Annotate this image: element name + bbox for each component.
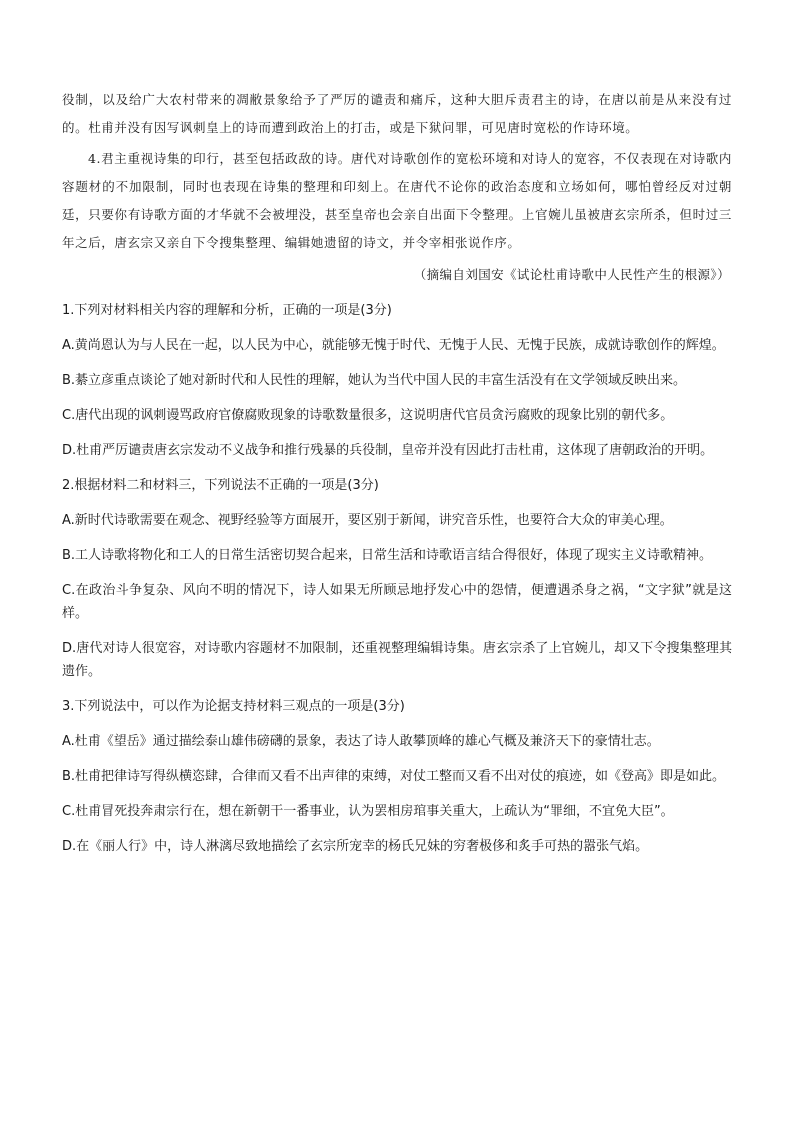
option-a: A.杜甫《望岳》通过描绘泰山雄伟磅礴的景象，表达了诗人敢攀顶峰的雄心气概及兼济天下的豪情壮志。: [62, 734, 660, 749]
question-stem: 3.下列说法中，可以作为论据支持材料三观点的一项是(3分): [62, 699, 405, 714]
option-a: A.新时代诗歌需要在观念、视野经验等方面展开，要区别于新闻，讲究音乐性，也要符合大众的审美心理。: [62, 513, 673, 528]
passage-paragraph-1: 役制，以及给广大农村带来的凋敝景象给予了严厉的谴责和痛斥，这种大胆斥责君主的诗，在唐以前是从来没有过的。杜甫并没有因写讽刺皇上的诗而遭到政治上的打击，或是下狱问罪，可见唐时宽松的作诗环境。: [62, 92, 732, 135]
option-c: C.在政治斗争复杂、风向不明的情况下，诗人如果无所顾忌地抒发心中的怨情，便遭遇杀身之祸，“文字狱”就是这样。: [62, 583, 732, 621]
question-2: [62, 474, 732, 683]
passage-paragraph-2: 4.君主重视诗集的印行，甚至包括政敌的诗。唐代对诗歌创作的宽松环境和对诗人的宽容，不仅表现在对诗歌内容题材的不加限制，同时也表现在诗集的整理和印刻上。在唐代不论你的政治态度和立场如何，哪怕曾经反对过朝廷，只要你有诗歌方面的才华就不会被埋没，甚至皇帝也会亲自出面下令整理。上官婉儿虽被唐玄宗所杀，但时过三年之后，唐玄宗又亲自下令搜集整理、编辑她遗留的诗文，并令宰相张说作序。: [62, 151, 732, 250]
question-stem: 1.下列对材料相关内容的理解和分析，正确的一项是(3分): [62, 303, 392, 318]
passage-source-citation: （摘编自刘国安《试论杜甫诗歌中人民性产生的根源》）: [413, 267, 730, 282]
option-a: A.黄尚恩认为与人民在一起，以人民为中心，就能够无愧于时代、无愧于人民、无愧于民族，成就诗歌创作的辉煌。: [62, 338, 725, 353]
option-d: D.杜甫严厉谴责唐玄宗发动不义战争和推行残暴的兵役制，皇帝并没有因此打击杜甫，这体现了唐朝政治的开明。: [62, 443, 714, 458]
document-page: [62, 86, 732, 870]
option-d: D.唐代对诗人很宽容，对诗歌内容题材不加限制，还重视整理编辑诗集。唐玄宗杀了上官婉儿，却又下令搜集整理其遗作。: [62, 641, 732, 679]
option-c: C.唐代出现的讽刺谩骂政府官僚腐败现象的诗歌数量很多，这说明唐代官员贪污腐败的现象比别的朝代多。: [62, 408, 674, 423]
question-stem: 2.根据材料二和材料三，下列说法不正确的一项是(3分): [62, 478, 379, 493]
option-b: B.綦立彦重点谈论了她对新时代和人民性的理解，她认为当代中国人民的丰富生活没有在文学领域反映出来。: [62, 373, 687, 388]
question-3: [62, 695, 732, 858]
option-d: D.在《丽人行》中，诗人淋漓尽致地描绘了玄宗所宠幸的杨氏兄妹的穷奢极侈和炙手可热的嚣张气焰。: [62, 839, 649, 854]
option-c: C.杜甫冒死投奔肃宗行在，想在新朝干一番事业，认为罢相房琯事关重大，上疏认为“罪细，不宜免大臣”。: [62, 804, 674, 819]
option-b: B.工人诗歌将物化和工人的日常生活密切契合起来，日常生活和诗歌语言结合得很好，体现了现实主义诗歌精神。: [62, 548, 713, 563]
question-1: [62, 299, 732, 462]
option-b: B.杜甫把律诗写得纵横恣肆，合律而又看不出声律的束缚，对仗工整而又看不出对仗的痕迹，如《登高》即是如此。: [62, 769, 726, 784]
